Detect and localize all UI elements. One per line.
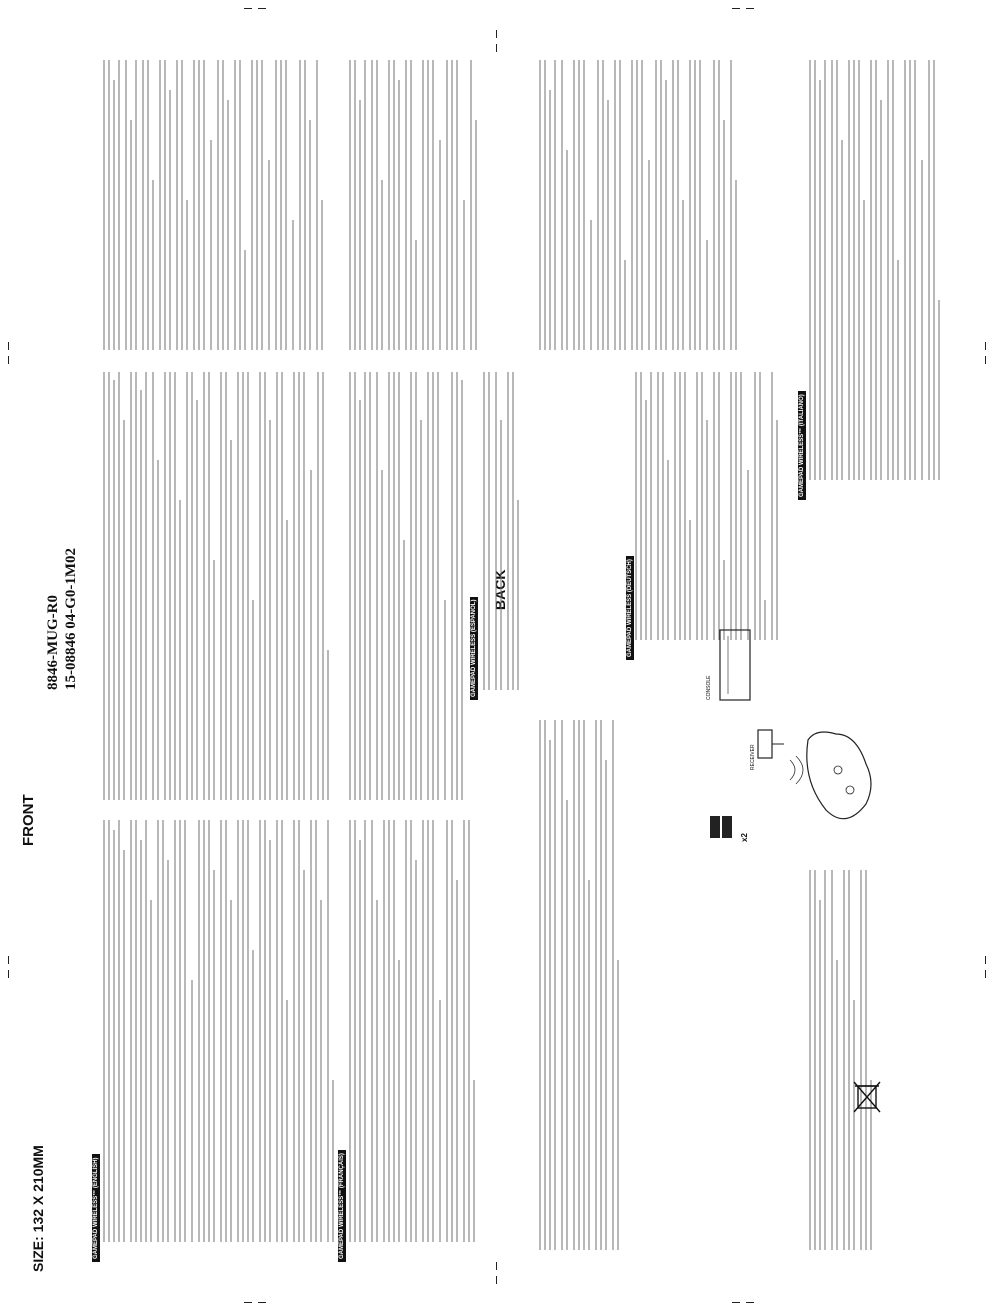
section-header-english: GAMEPAD WIRELESS™ (ENGLISH) — [92, 1154, 100, 1262]
size-label: SIZE: 132 X 210MM — [30, 1145, 46, 1272]
setup-illustration — [700, 620, 900, 880]
receiver-label: RECEIVER — [750, 744, 756, 770]
battery-count-label: x2 — [740, 833, 749, 842]
console-label: CONSOLE — [706, 675, 712, 700]
section-header-deutsch: GAMEPAD WIRELESS (DEUTSCH) — [626, 556, 634, 660]
crossed-bin-icon — [852, 1080, 882, 1114]
weee-symbol — [852, 1080, 882, 1114]
receiver-icon — [758, 730, 772, 758]
battery-icon — [710, 816, 720, 838]
wireless-wave-icon — [790, 760, 795, 780]
setup-figure — [700, 620, 900, 880]
console-icon — [720, 630, 750, 700]
back-label: BACK — [492, 569, 508, 610]
part-number-2: 15-08846 04-G0-1M02 — [63, 547, 79, 690]
part-number-1: 8846-MUG-R0 — [45, 595, 61, 690]
controller-icon — [807, 732, 871, 819]
front-label: FRONT — [20, 794, 37, 846]
section-header-espanol: GAMEPAD WIRELESS (ESPAÑOL) — [470, 597, 478, 700]
section-header-italiano: GAMEPAD WIRELESS™ (ITALIANO) — [798, 391, 806, 500]
section-header-francais: GAMEPAD WIRELESS™ (FRANÇAIS) — [338, 1150, 346, 1262]
